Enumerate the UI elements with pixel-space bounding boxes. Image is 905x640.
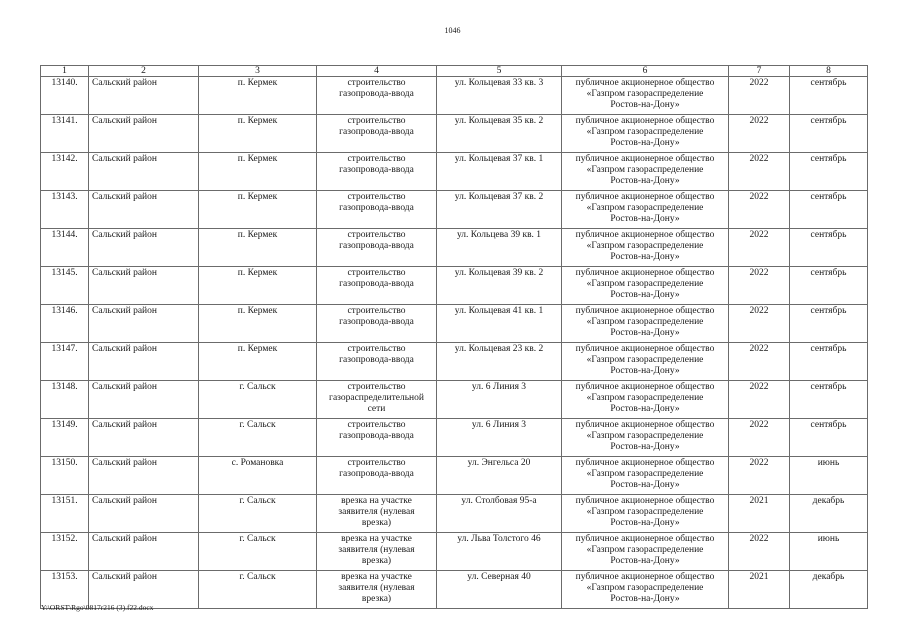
month-cell: сентябрь bbox=[790, 153, 868, 191]
organization-cell-line: публичное акционерное общество bbox=[575, 306, 715, 316]
organization-cell-line: «Газпром газораспределение bbox=[586, 431, 704, 442]
organization-cell-line: «Газпром газораспределение bbox=[586, 203, 704, 214]
year-cell: 2022 bbox=[729, 191, 790, 229]
table-row bbox=[41, 343, 868, 381]
row-number-cell: 13146. bbox=[41, 305, 89, 343]
work-type-cell bbox=[317, 229, 437, 267]
row-number-cell: 13149. bbox=[41, 419, 89, 457]
work-type-cell bbox=[317, 77, 437, 115]
work-type-cell bbox=[317, 115, 437, 153]
organization-cell-line: Ростов-на-Дону» bbox=[610, 100, 680, 111]
year-cell: 2022 bbox=[729, 77, 790, 115]
work-type-cell-line: строительство bbox=[347, 154, 406, 164]
organization-cell-line: публичное акционерное общество bbox=[575, 420, 715, 430]
table-body bbox=[41, 77, 868, 609]
row-number-cell: 13145. bbox=[41, 267, 89, 305]
work-type-cell-line: сети bbox=[367, 404, 386, 415]
organization-cell-line: публичное акционерное общество bbox=[575, 116, 715, 126]
work-type-cell bbox=[317, 571, 437, 609]
settlement-cell: г. Сальск bbox=[199, 571, 317, 609]
row-number-cell: 13151. bbox=[41, 495, 89, 533]
row-number-cell: 13140. bbox=[41, 77, 89, 115]
settlement-cell: г. Сальск bbox=[199, 533, 317, 571]
year-cell: 2022 bbox=[729, 457, 790, 495]
row-number-cell: 13150. bbox=[41, 457, 89, 495]
organization-cell bbox=[562, 267, 729, 305]
organization-cell-line: «Газпром газораспределение bbox=[586, 165, 704, 176]
work-type-cell-line: строительство bbox=[347, 116, 406, 126]
work-type-cell-line: газопровода-ввода bbox=[339, 165, 414, 176]
organization-cell-line: Ростов-на-Дону» bbox=[610, 518, 680, 529]
work-type-cell-line: газопровода-ввода bbox=[339, 203, 414, 214]
work-type-cell-line: строительство bbox=[347, 458, 406, 468]
district-cell: Сальский район bbox=[89, 191, 199, 229]
work-type-cell bbox=[317, 267, 437, 305]
table-row bbox=[41, 229, 868, 267]
organization-cell bbox=[562, 153, 729, 191]
row-number-cell: 13148. bbox=[41, 381, 89, 419]
work-type-cell-line: врезка) bbox=[361, 556, 392, 567]
year-cell: 2022 bbox=[729, 115, 790, 153]
work-type-cell-line: газопровода-ввода bbox=[339, 89, 414, 100]
column-header: 1 bbox=[41, 66, 89, 77]
month-cell: сентябрь bbox=[790, 343, 868, 381]
work-type-cell-line: строительство bbox=[347, 268, 406, 278]
organization-cell-line: публичное акционерное общество bbox=[575, 192, 715, 202]
work-type-cell-line: врезка на участке bbox=[341, 534, 412, 544]
year-cell: 2022 bbox=[729, 419, 790, 457]
row-number-cell: 13144. bbox=[41, 229, 89, 267]
organization-cell-line: Ростов-на-Дону» bbox=[610, 556, 680, 567]
organization-cell-line: «Газпром газораспределение bbox=[586, 355, 704, 366]
row-number-cell: 13141. bbox=[41, 115, 89, 153]
table-row bbox=[41, 381, 868, 419]
work-type-cell bbox=[317, 419, 437, 457]
year-cell: 2021 bbox=[729, 495, 790, 533]
table-row bbox=[41, 153, 868, 191]
organization-cell-line: «Газпром газораспределение bbox=[586, 507, 704, 518]
settlement-cell: с. Романовка bbox=[199, 457, 317, 495]
table-row bbox=[41, 457, 868, 495]
organization-cell-line: «Газпром газораспределение bbox=[586, 393, 704, 404]
work-type-cell bbox=[317, 457, 437, 495]
district-cell: Сальский район bbox=[89, 115, 199, 153]
address-cell: ул. Кольцевая 35 кв. 2 bbox=[437, 115, 562, 153]
organization-cell-line: публичное акционерное общество bbox=[575, 154, 715, 164]
year-cell: 2022 bbox=[729, 229, 790, 267]
work-type-cell-line: заявителя (нулевая bbox=[338, 583, 415, 594]
organization-cell-line: «Газпром газораспределение bbox=[586, 279, 704, 290]
table-row bbox=[41, 191, 868, 229]
settlement-cell: г. Сальск bbox=[199, 381, 317, 419]
district-cell: Сальский район bbox=[89, 381, 199, 419]
work-type-cell-line: строительство bbox=[347, 192, 406, 202]
organization-cell-line: публичное акционерное общество bbox=[575, 458, 715, 468]
month-cell: сентябрь bbox=[790, 419, 868, 457]
organization-cell bbox=[562, 571, 729, 609]
organization-cell-line: «Газпром газораспределение bbox=[586, 127, 704, 138]
work-type-cell bbox=[317, 381, 437, 419]
organization-cell-line: публичное акционерное общество bbox=[575, 496, 715, 506]
organization-cell-line: Ростов-на-Дону» bbox=[610, 214, 680, 225]
month-cell: декабрь bbox=[790, 571, 868, 609]
column-header: 3 bbox=[199, 66, 317, 77]
district-cell: Сальский район bbox=[89, 457, 199, 495]
month-cell: сентябрь bbox=[790, 191, 868, 229]
work-type-cell-line: строительство bbox=[347, 382, 406, 392]
month-cell: июнь bbox=[790, 533, 868, 571]
organization-cell-line: Ростов-на-Дону» bbox=[610, 404, 680, 415]
settlement-cell: п. Кермек bbox=[199, 267, 317, 305]
settlement-cell: п. Кермек bbox=[199, 77, 317, 115]
work-type-cell-line: газопровода-ввода bbox=[339, 431, 414, 442]
district-cell: Сальский район bbox=[89, 533, 199, 571]
work-type-cell-line: заявителя (нулевая bbox=[338, 507, 415, 518]
address-cell: ул. Кольцева 39 кв. 1 bbox=[437, 229, 562, 267]
district-cell: Сальский район bbox=[89, 495, 199, 533]
organization-cell-line: «Газпром газораспределение bbox=[586, 241, 704, 252]
organization-cell-line: публичное акционерное общество bbox=[575, 78, 715, 88]
table-row bbox=[41, 267, 868, 305]
address-cell: ул. Кольцевая 23 кв. 2 bbox=[437, 343, 562, 381]
organization-cell bbox=[562, 115, 729, 153]
year-cell: 2022 bbox=[729, 305, 790, 343]
address-cell: ул. Кольцевая 41 кв. 1 bbox=[437, 305, 562, 343]
row-number-cell: 13143. bbox=[41, 191, 89, 229]
column-header: 8 bbox=[790, 66, 868, 77]
work-type-cell bbox=[317, 191, 437, 229]
work-type-cell-line: врезка) bbox=[361, 518, 392, 529]
row-number-cell: 13153. bbox=[41, 571, 89, 609]
year-cell: 2022 bbox=[729, 153, 790, 191]
month-cell: декабрь bbox=[790, 495, 868, 533]
table-row bbox=[41, 571, 868, 609]
column-header: 6 bbox=[562, 66, 729, 77]
year-cell: 2022 bbox=[729, 267, 790, 305]
address-cell: ул. 6 Линия 3 bbox=[437, 381, 562, 419]
district-cell: Сальский район bbox=[89, 305, 199, 343]
work-type-cell-line: газопровода-ввода bbox=[339, 355, 414, 366]
organization-cell bbox=[562, 381, 729, 419]
settlement-cell: п. Кермек bbox=[199, 343, 317, 381]
month-cell: сентябрь bbox=[790, 229, 868, 267]
month-cell: сентябрь bbox=[790, 305, 868, 343]
work-type-cell bbox=[317, 495, 437, 533]
address-cell: ул. 6 Линия 3 bbox=[437, 419, 562, 457]
work-type-cell-line: врезка на участке bbox=[341, 496, 412, 506]
work-type-cell bbox=[317, 305, 437, 343]
address-cell: ул. Кольцевая 37 кв. 1 bbox=[437, 153, 562, 191]
organization-cell-line: Ростов-на-Дону» bbox=[610, 442, 680, 453]
organization-cell-line: публичное акционерное общество bbox=[575, 344, 715, 354]
year-cell: 2022 bbox=[729, 533, 790, 571]
organization-cell-line: Ростов-на-Дону» bbox=[610, 366, 680, 377]
settlement-cell: п. Кермек bbox=[199, 115, 317, 153]
work-type-cell-line: газопровода-ввода bbox=[339, 317, 414, 328]
address-cell: ул. Льва Толстого 46 bbox=[437, 533, 562, 571]
work-type-cell bbox=[317, 343, 437, 381]
district-cell: Сальский район bbox=[89, 571, 199, 609]
work-type-cell-line: газораспределительной bbox=[329, 393, 424, 404]
district-cell: Сальский район bbox=[89, 229, 199, 267]
organization-cell-line: «Газпром газораспределение bbox=[586, 583, 704, 594]
table-row bbox=[41, 77, 868, 115]
organization-cell-line: Ростов-на-Дону» bbox=[610, 252, 680, 263]
organization-cell-line: Ростов-на-Дону» bbox=[610, 138, 680, 149]
organization-cell-line: публичное акционерное общество bbox=[575, 534, 715, 544]
organization-cell-line: публичное акционерное общество bbox=[575, 268, 715, 278]
district-cell: Сальский район bbox=[89, 77, 199, 115]
year-cell: 2022 bbox=[729, 343, 790, 381]
settlement-cell: г. Сальск bbox=[199, 419, 317, 457]
table-row bbox=[41, 495, 868, 533]
work-type-cell-line: строительство bbox=[347, 420, 406, 430]
organization-cell bbox=[562, 343, 729, 381]
month-cell: сентябрь bbox=[790, 115, 868, 153]
address-cell: ул. Столбовая 95-а bbox=[437, 495, 562, 533]
organization-cell bbox=[562, 191, 729, 229]
file-path-footer: Y:\ORST\Rgo\0817r216 (3).f22.docx bbox=[41, 603, 154, 612]
district-cell: Сальский район bbox=[89, 419, 199, 457]
work-type-cell-line: газопровода-ввода bbox=[339, 279, 414, 290]
month-cell: сентябрь bbox=[790, 381, 868, 419]
month-cell: июнь bbox=[790, 457, 868, 495]
row-number-cell: 13147. bbox=[41, 343, 89, 381]
column-header: 5 bbox=[437, 66, 562, 77]
work-type-cell bbox=[317, 533, 437, 571]
organization-cell-line: Ростов-на-Дону» bbox=[610, 176, 680, 187]
column-header: 2 bbox=[89, 66, 199, 77]
column-header: 4 bbox=[317, 66, 437, 77]
data-table bbox=[40, 65, 868, 609]
work-type-cell-line: строительство bbox=[347, 78, 406, 88]
organization-cell-line: Ростов-на-Дону» bbox=[610, 328, 680, 339]
work-type-cell bbox=[317, 153, 437, 191]
organization-cell-line: Ростов-на-Дону» bbox=[610, 480, 680, 491]
year-cell: 2021 bbox=[729, 571, 790, 609]
organization-cell-line: «Газпром газораспределение bbox=[586, 545, 704, 556]
address-cell: ул. Энгельса 20 bbox=[437, 457, 562, 495]
work-type-cell-line: строительство bbox=[347, 230, 406, 240]
organization-cell bbox=[562, 533, 729, 571]
address-cell: ул. Кольцевая 37 кв. 2 bbox=[437, 191, 562, 229]
organization-cell-line: публичное акционерное общество bbox=[575, 230, 715, 240]
address-cell: ул. Кольцевая 33 кв. 3 bbox=[437, 77, 562, 115]
row-number-cell: 13152. bbox=[41, 533, 89, 571]
district-cell: Сальский район bbox=[89, 343, 199, 381]
header-row bbox=[41, 66, 868, 77]
year-cell: 2022 bbox=[729, 381, 790, 419]
month-cell: сентябрь bbox=[790, 267, 868, 305]
work-type-cell-line: газопровода-ввода bbox=[339, 469, 414, 480]
organization-cell-line: «Газпром газораспределение bbox=[586, 469, 704, 480]
organization-cell-line: «Газпром газораспределение bbox=[586, 317, 704, 328]
address-cell: ул. Северная 40 bbox=[437, 571, 562, 609]
organization-cell-line: Ростов-на-Дону» bbox=[610, 290, 680, 301]
month-cell: сентябрь bbox=[790, 77, 868, 115]
organization-cell-line: Ростов-на-Дону» bbox=[610, 594, 680, 605]
organization-cell bbox=[562, 229, 729, 267]
organization-cell bbox=[562, 495, 729, 533]
organization-cell-line: «Газпром газораспределение bbox=[586, 89, 704, 100]
settlement-cell: г. Сальск bbox=[199, 495, 317, 533]
district-cell: Сальский район bbox=[89, 267, 199, 305]
organization-cell bbox=[562, 77, 729, 115]
district-cell: Сальский район bbox=[89, 153, 199, 191]
table-row bbox=[41, 305, 868, 343]
organization-cell bbox=[562, 305, 729, 343]
address-cell: ул. Кольцевая 39 кв. 2 bbox=[437, 267, 562, 305]
settlement-cell: п. Кермек bbox=[199, 305, 317, 343]
settlement-cell: п. Кермек bbox=[199, 153, 317, 191]
organization-cell-line: публичное акционерное общество bbox=[575, 572, 715, 582]
organization-cell-line: публичное акционерное общество bbox=[575, 382, 715, 392]
organization-cell bbox=[562, 419, 729, 457]
row-number-cell: 13142. bbox=[41, 153, 89, 191]
work-type-cell-line: заявителя (нулевая bbox=[338, 545, 415, 556]
table-row bbox=[41, 115, 868, 153]
work-type-cell-line: врезка) bbox=[361, 594, 392, 605]
settlement-cell: п. Кермек bbox=[199, 229, 317, 267]
table-row bbox=[41, 533, 868, 571]
table-row bbox=[41, 419, 868, 457]
page-number: 1046 bbox=[444, 26, 461, 35]
organization-cell bbox=[562, 457, 729, 495]
settlement-cell: п. Кермек bbox=[199, 191, 317, 229]
column-header: 7 bbox=[729, 66, 790, 77]
work-type-cell-line: строительство bbox=[347, 306, 406, 316]
work-type-cell-line: врезка на участке bbox=[341, 572, 412, 582]
work-type-cell-line: газопровода-ввода bbox=[339, 127, 414, 138]
work-type-cell-line: строительство bbox=[347, 344, 406, 354]
work-type-cell-line: газопровода-ввода bbox=[339, 241, 414, 252]
